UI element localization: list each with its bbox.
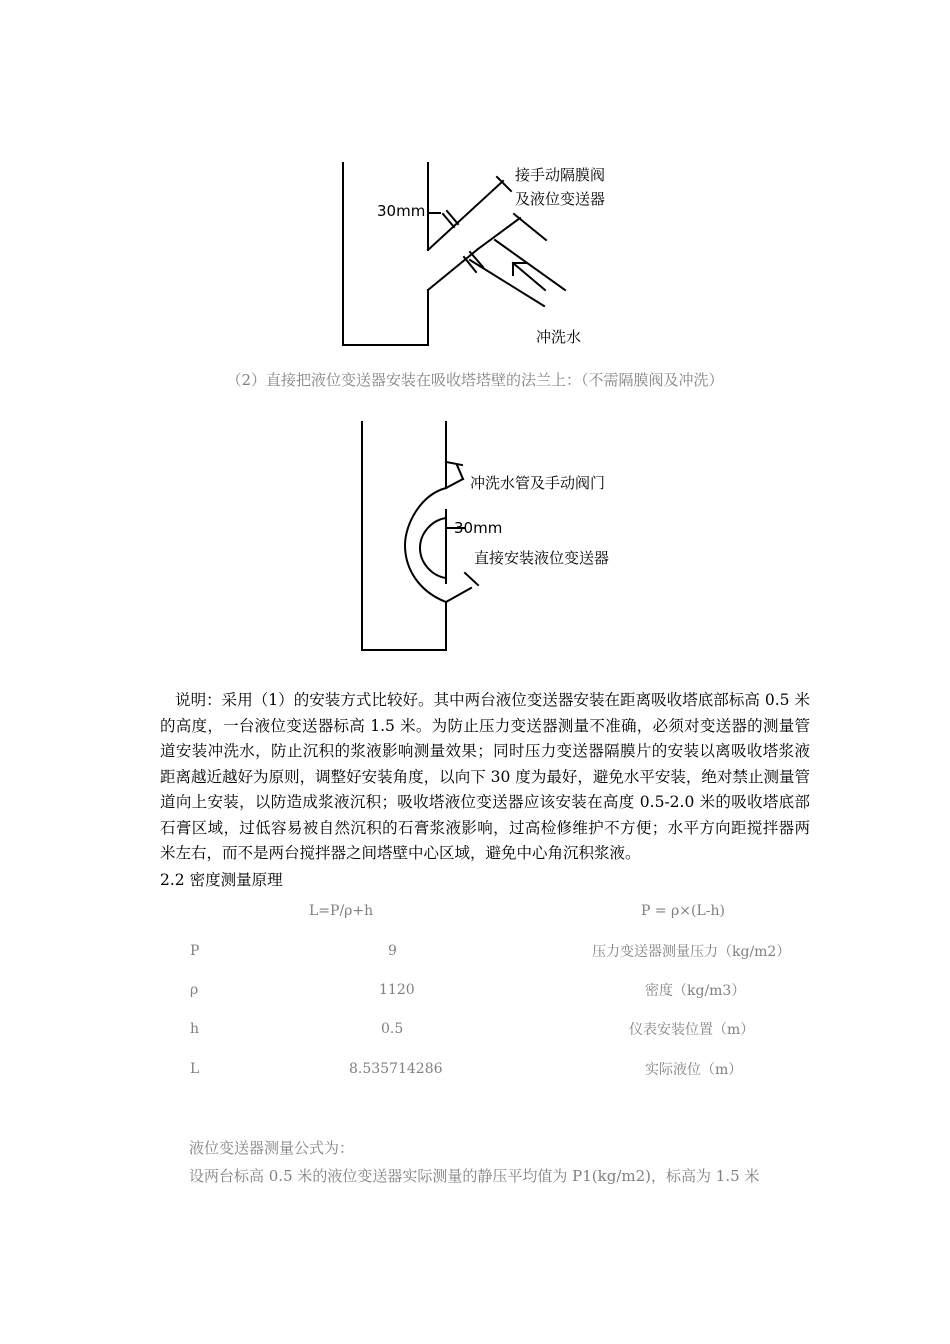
table-row-value: 1120 [379, 982, 415, 998]
description-paragraph [160, 688, 810, 867]
valve-label-line1: 接手动隔膜阀 [515, 166, 606, 184]
table-row-symbol: h [190, 1021, 200, 1037]
direct-transmitter-label: 直接安装液位变送器 [474, 549, 610, 567]
table-row-value: 9 [388, 943, 397, 959]
tank-wall-2 [362, 422, 446, 650]
table-row-desc: 压力变送器测量压力（kg/m2） [592, 944, 791, 960]
formula-intro: 液位变送器测量公式为： [189, 1139, 355, 1157]
description-text: 说明：采用（1）的安装方式比较好。其中两台液位变送器安装在距离吸收塔底部标高 0.5 米的高度，一台液位变送器标高 1.5 米。为防止压力变送器测量不准确，必须对变送器的测量管道安装冲洗水，防止沉积的浆液影响测量效果；同时压力变送器隔膜片的安装以离吸收塔浆液距离越近越好为原则，调整好安装角度，以向下 30 度为最好，避免水平安装，绝对禁止测量管道向上安装，以防造成浆液沉积；吸收塔液位变送器应该安装在高度 0.5-2.0 米的吸收塔底部石膏区域，过低容易被自然沉积的石膏浆液影响，过高检修维护不方便；水平方向距搅拌器两米左右，而不是两台搅拌器之间塔壁中心区域，避免中心角沉积浆液。 [160, 691, 810, 862]
table-row-symbol: ρ [190, 982, 199, 998]
section-caption: （2）直接把液位变送器安装在吸收塔塔壁的法兰上：（不需隔膜阀及冲洗） [226, 371, 724, 389]
formula-left: L=P/ρ+h [309, 903, 374, 919]
flush-water-label: 冲洗水 [536, 328, 582, 346]
table-row-value: 8.535714286 [349, 1061, 443, 1077]
valve-label-line2: 及液位变送器 [515, 190, 606, 208]
dimension-label-1: 30mm [377, 202, 426, 220]
diagram-installation-1 [0, 0, 950, 360]
table-row-desc: 仪表安装位置（m） [629, 1022, 755, 1038]
formula-assumption: 设两台标高 0.5 米的液位变送器实际测量的静压平均值为 P1(kg/m2)，标高为 1.5 米 [189, 1167, 760, 1185]
flush-pipe-valve-label: 冲洗水管及手动阀门 [470, 474, 606, 492]
table-row-desc: 密度（kg/m3） [645, 983, 746, 999]
tank-wall-1 [343, 163, 428, 345]
section-heading: 2.2 密度测量原理 [160, 871, 283, 889]
table-row-value: 0.5 [381, 1021, 404, 1037]
table-row-symbol: P [190, 943, 200, 959]
formula-right: P = ρ×(L-h) [641, 903, 725, 919]
table-row-symbol: L [190, 1061, 200, 1077]
table-row-desc: 实际液位（m） [645, 1062, 743, 1078]
dimension-label-2: 30mm [454, 519, 503, 537]
